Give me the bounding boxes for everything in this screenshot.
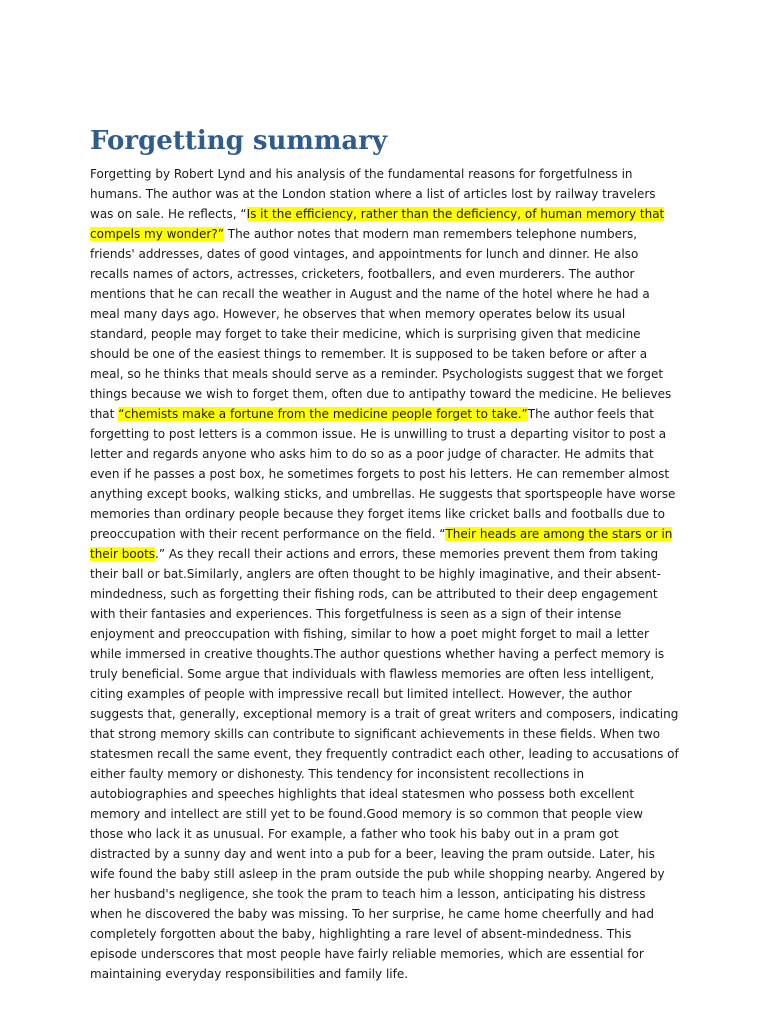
highlighted-quote: Their heads are among the stars or in their boots <box>90 527 673 561</box>
highlighted-quote: “chemists make a fortune from the medicine people forget to take.” <box>118 407 528 421</box>
page-title: Forgetting summary <box>90 126 388 156</box>
text-segment: The author notes that modern man remembers telephone numbers, friends' addresses, dates of good vintages, and appointments for lunch and dinner. He also recalls names of actors, actresses, cricketers, footballers, and even murderers. The author mentions that he can recall the weather in August and the name of the hotel where he had a meal many days ago. However, he observes that when memory operates below its usual standard, people may forget to take their medicine, which is surprising given that medicine should be one of the easiest things to remember. It is supposed to be taken before or after a meal, so he thinks that meals should serve as a reminder. Psychologists suggest that we forget things because we wish to forget them, often due to antipathy toward the medicine. He believes that <box>90 227 672 421</box>
highlighted-quote: Is it the efficiency, rather than the deficiency, of human memory that compels my wonder?” <box>90 207 665 241</box>
summary-paragraph <box>90 164 680 984</box>
text-segment: The author feels that forgetting to post letters is a common issue. He is unwilling to trust a departing visitor to post a letter and regards anyone who asks him to do so as a poor judge of character. He admits that even if he passes a post box, he sometimes forgets to post his letters. He can remember almost anything except books, walking sticks, and umbrellas. He suggests that sportspeople have worse memories than ordinary people because they forget items like cricket balls and footballs due to preoccupation with their recent performance on the field. “ <box>90 407 676 541</box>
text-segment: Forgetting by Robert Lynd and his analysis of the fundamental reasons for forgetfulness in humans. The author was at the London station where a list of articles lost by railway travelers was on sale. He reflects, “ <box>90 167 656 221</box>
document-page <box>90 124 680 984</box>
text-segment: .” As they recall their actions and errors, these memories prevent them from taking their ball or bat.Similarly, anglers are often thought to be highly imaginative, and their absent-mindedness, such as forgetting their fishing rods, can be attributed to their deep engagement with their fantasies and experiences. This forgetfulness is seen as a sign of their intense enjoyment and preoccupation with fishing, similar to how a poet might forget to mail a letter while immersed in creative thoughts.The author questions whether having a perfect memory is truly beneficial. Some argue that individuals with flawless memories are often less intelligent, citing examples of people with impressive recall but limited intellect. However, the author suggests that, generally, exceptional memory is a trait of great writers and composers, indicating that strong memory skills can contribute to significant achievements in these fields. When two statesmen recall the same event, they frequently contradict each other, leading to accusations of either faulty memory or dishonesty. This tendency for inconsistent recollections in autobiographies and speeches highlights that ideal statesmen who possess both excellent memory and intellect are still yet to be found.Good memory is so common that people view those who lack it as unusual. For example, a father who took his baby out in a pram got distracted by a sunny day and went into a pub for a beer, leaving the pram outside. Later, his wife found the baby still asleep in the pram outside the pub while shopping nearby. Angered by her husband's negligence, she took the pram to teach him a lesson, anticipating his distress when he discovered the baby was missing. To her surprise, he came home cheerfully and had completely forgotten about the baby, highlighting a rare level of absent-mindedness. This episode underscores that most people have fairly reliable memories, which are essential for maintaining everyday responsibilities and family life. <box>90 547 679 981</box>
